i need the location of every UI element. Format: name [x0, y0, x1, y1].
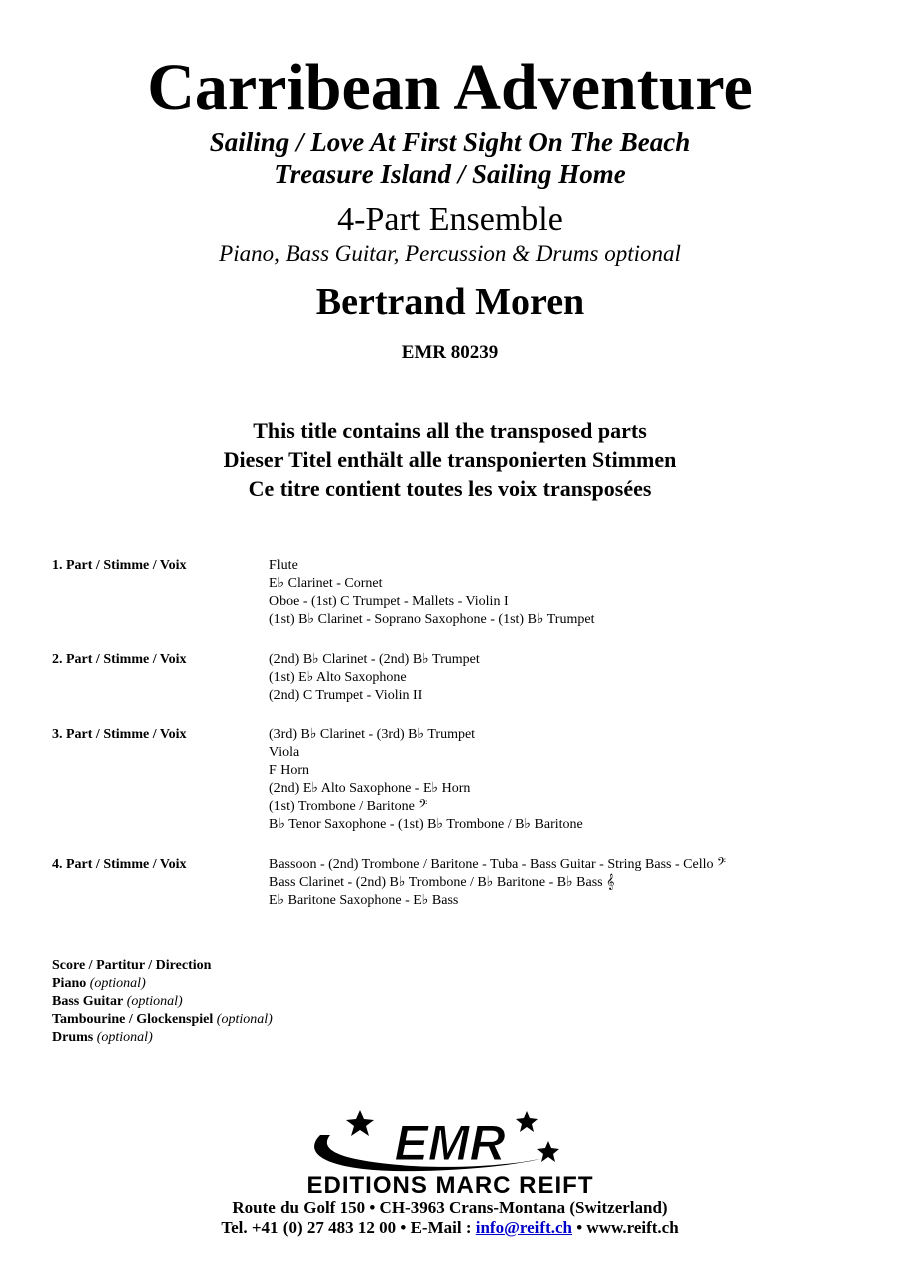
instrument-line: Flute: [269, 558, 298, 573]
part-3-instruments: [269, 726, 583, 834]
part-3-label: 3. Part / Stimme / Voix: [52, 727, 187, 742]
part-1-instruments: [269, 557, 594, 629]
website-text: • www.reift.ch: [571, 1218, 679, 1237]
publisher-address: Route du Golf 150 • CH-3963 Crans-Montana (Switzerland): [232, 1198, 668, 1217]
catalog-number: EMR 80239: [401, 342, 499, 363]
instrument-line: (2nd) C Trumpet - Violin II: [269, 688, 423, 703]
instrument-line: E♭ Clarinet - Cornet: [269, 576, 383, 591]
optional-instruments: Piano, Bass Guitar, Percussion & Drums optional: [219, 241, 681, 266]
instrument-line: (2nd) B♭ Clarinet - (2nd) B♭ Trumpet: [269, 652, 480, 667]
instrument-line: Viola: [269, 745, 300, 760]
instrument-line: B♭ Tenor Saxophone - (1st) B♭ Trombone / B♭ Baritone: [269, 817, 583, 832]
extra-item: Drums (optional): [52, 1030, 153, 1045]
part-4-instruments: [269, 856, 726, 910]
logo-emr-text: EMR: [394, 1115, 506, 1171]
publisher-contact: Tel. +41 (0) 27 483 12 00 • E-Mail : info@reift.ch • www.reift.ch: [221, 1218, 679, 1237]
ensemble-type: 4-Part Ensemble: [337, 201, 563, 238]
subtitle-line-1: Sailing / Love At First Sight On The Beach: [209, 127, 691, 157]
part-1-label: 1. Part / Stimme / Voix: [52, 558, 187, 573]
page-title: Carribean Adventure: [147, 51, 753, 124]
subtitle-line-2: Treasure Island / Sailing Home: [274, 159, 626, 189]
instrument-line: E♭ Baritone Saxophone - E♭ Bass: [269, 893, 459, 908]
part-2-instruments: [269, 651, 480, 705]
instrument-line: (2nd) E♭ Alto Saxophone - E♭ Horn: [269, 781, 471, 796]
part-4-label: 4. Part / Stimme / Voix: [52, 857, 187, 872]
star-icon: [516, 1111, 538, 1132]
contains-english: This title contains all the transposed parts: [253, 418, 647, 443]
contains-notice: [0, 416, 900, 503]
extra-item: Tambourine / Glockenspiel (optional): [52, 1012, 273, 1027]
extra-item: Piano (optional): [52, 976, 146, 991]
part-2-label: 2. Part / Stimme / Voix: [52, 652, 187, 667]
instrument-line: Bassoon - (2nd) Trombone / Baritone - Tuba - Bass Guitar - String Bass - Cello 𝄢: [269, 857, 726, 872]
extra-parts-list: [52, 957, 273, 1047]
composer-name: Bertrand Moren: [315, 281, 585, 323]
instrument-line: Bass Clarinet - (2nd) B♭ Trombone / B♭ Baritone - B♭ Bass 𝄞: [269, 875, 615, 890]
instrument-line: Oboe - (1st) C Trumpet - Mallets - Violin I: [269, 594, 509, 609]
publisher-name: EDITIONS MARC REIFT: [306, 1172, 594, 1197]
instrument-line: (1st) B♭ Clarinet - Soprano Saxophone - (1st) B♭ Trumpet: [269, 612, 595, 627]
extra-item: Bass Guitar (optional): [52, 994, 183, 1009]
instrument-line: (3rd) B♭ Clarinet - (3rd) B♭ Trumpet: [269, 727, 476, 742]
contains-french: Ce titre contient toutes les voix transposées: [248, 476, 652, 501]
email-link[interactable]: info@reift.ch: [475, 1218, 572, 1237]
extra-item: Score / Partitur / Direction: [52, 958, 212, 973]
instrument-line: (1st) Trombone / Baritone 𝄢: [269, 799, 428, 814]
instrument-line: F Horn: [269, 763, 310, 778]
instrument-line: (1st) E♭ Alto Saxophone: [269, 670, 407, 685]
contains-german: Dieser Titel enthält alle transponierten Stimmen: [223, 447, 677, 472]
star-icon: [346, 1110, 374, 1136]
publisher-logo: [0, 1105, 900, 1197]
